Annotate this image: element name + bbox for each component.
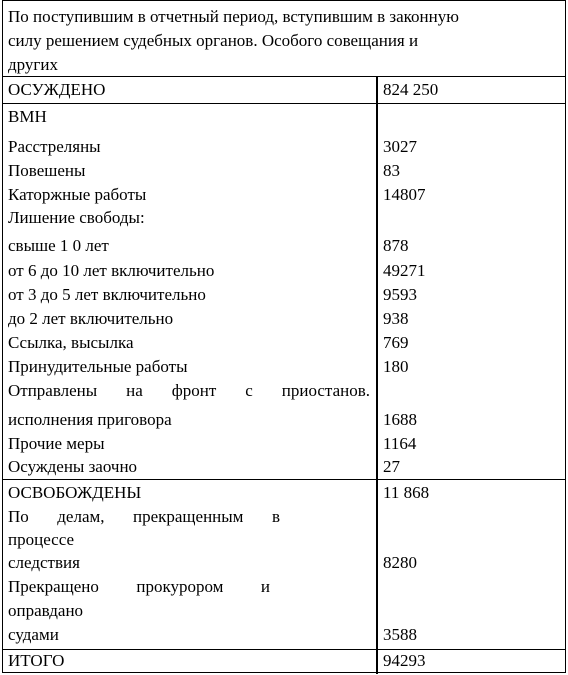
acquitted-value: 3588	[383, 625, 417, 644]
header-line-1: По поступившим в отчетный период, вступившим в законную	[8, 7, 459, 26]
exile-label: Ссылка, высылка	[8, 333, 134, 352]
table-row	[3, 105, 565, 129]
vmn-label: ВМН	[8, 107, 47, 126]
absentia-value: 27	[383, 457, 400, 476]
table-row	[3, 234, 565, 258]
from3to5-value: 9593	[383, 285, 417, 304]
released-label: ОСВОБОЖДЕНЫ	[8, 483, 142, 502]
acquitted-label-line-2: оправдано	[8, 601, 84, 620]
hanged-value: 83	[383, 161, 400, 180]
table-row	[3, 649, 565, 673]
other-measures-value: 1164	[383, 434, 417, 453]
over10-value: 878	[383, 236, 409, 255]
table-row	[3, 159, 565, 183]
table-row	[3, 355, 565, 379]
table-row	[3, 183, 565, 207]
hanged-label: Повешены	[8, 161, 86, 180]
terminated-value: 8280	[383, 553, 417, 572]
front-label-line-2: исполнения приговора	[8, 410, 172, 429]
from6to10-label: от 6 до 10 лет включительно	[8, 261, 215, 280]
other-measures-label: Прочие меры	[8, 434, 105, 453]
table-row	[3, 575, 565, 599]
table-row	[3, 551, 565, 575]
terminated-label-line-3: следствия	[8, 553, 80, 572]
total-value: 94293	[383, 651, 426, 670]
section-total	[3, 650, 565, 672]
table-row	[3, 528, 565, 552]
total-label: ИТОГО	[8, 651, 65, 670]
table-row	[3, 623, 565, 647]
document-table	[2, 0, 566, 673]
imprisonment-label: Лишение свободы:	[8, 208, 145, 227]
section-punishments	[3, 104, 565, 480]
acquitted-label-line-3: судами	[8, 625, 59, 644]
shot-value: 3027	[383, 137, 417, 156]
table-row	[3, 307, 565, 331]
header-line-3: других	[8, 55, 58, 74]
absentia-label: Осуждены заочно	[8, 457, 138, 476]
forced-labor-value: 180	[383, 357, 409, 376]
from3to5-label: от 3 до 5 лет включительно	[8, 285, 206, 304]
front-value: 1688	[383, 410, 417, 429]
table-row	[3, 505, 565, 529]
table-row	[3, 599, 565, 623]
table-row	[3, 408, 565, 432]
forced-labor-label: Принудительные работы	[8, 357, 188, 376]
table-row	[3, 455, 565, 479]
over10-label: свыше 1 0 лет	[8, 236, 109, 255]
table-row	[3, 78, 565, 102]
terminated-label-line-2: процессе	[8, 530, 75, 549]
acquitted-label-line-1: Прекращено прокурором и	[8, 577, 270, 596]
upto2-label: до 2 лет включительно	[8, 309, 174, 328]
from6to10-value: 49271	[383, 261, 426, 280]
hard-labor-value: 14807	[383, 185, 426, 204]
table-row	[3, 283, 565, 307]
table-row	[3, 481, 565, 505]
section-released	[3, 480, 565, 650]
table-row	[3, 206, 565, 230]
column-divider	[376, 77, 378, 674]
released-value: 11 868	[383, 483, 430, 502]
hard-labor-label: Каторжные работы	[8, 185, 147, 204]
table-row	[3, 379, 565, 403]
section-convicted	[3, 77, 565, 104]
convicted-label: ОСУЖДЕНО	[8, 80, 106, 99]
upto2-value: 938	[383, 309, 409, 328]
front-label-line-1: Отправлены на фронт с приостанов.	[8, 381, 370, 400]
table-header-text	[3, 1, 565, 77]
table-row	[3, 259, 565, 283]
table-row	[3, 432, 565, 456]
exile-value: 769	[383, 333, 409, 352]
header-line-2: силу решением судебных органов. Особого совещания и	[8, 31, 419, 50]
terminated-label-line-1: По делам, прекращенным в	[8, 507, 280, 526]
shot-label: Расстреляны	[8, 137, 101, 156]
table-row	[3, 331, 565, 355]
convicted-value: 824 250	[383, 80, 439, 99]
table-row	[3, 135, 565, 159]
